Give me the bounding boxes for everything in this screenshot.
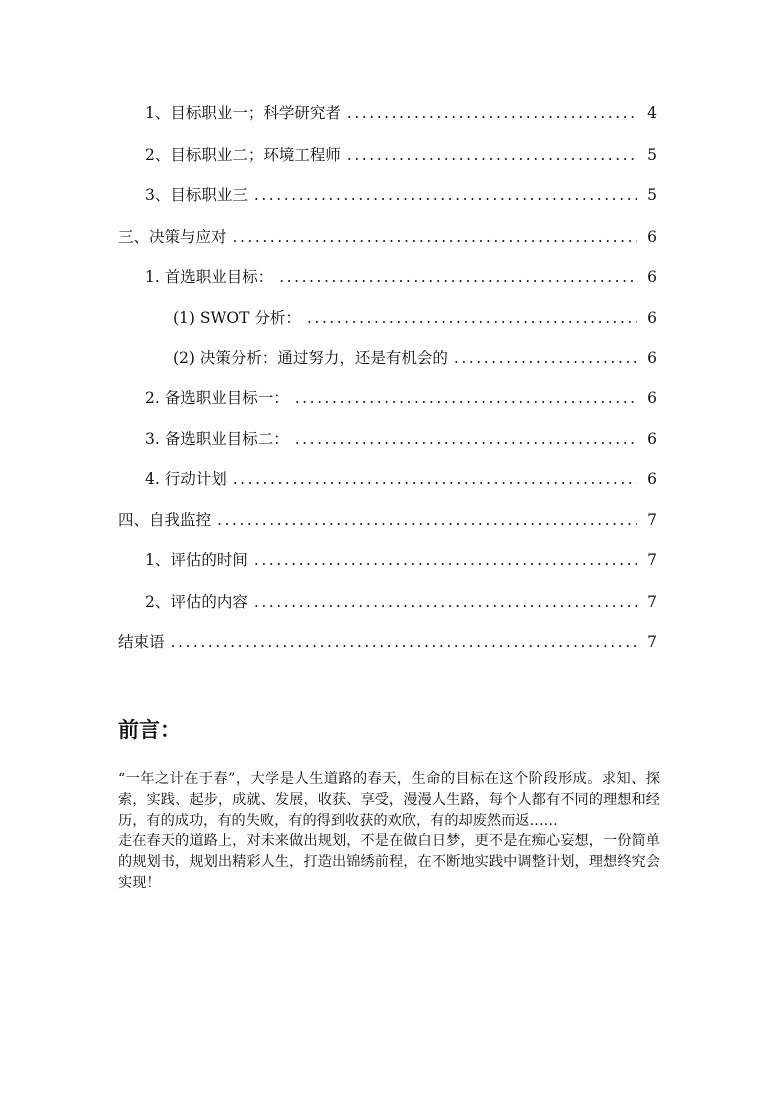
preface-paragraph: “一年之计在于春”，大学是人生道路的春天，生命的目标在这个阶段形成。求知、探索，实践、起步，成就、发展，收获、享受，漫漫人生路，每个人都有不同的理想和经历，有的成功，有的失败，有的得到收获的欢欣，有的却废然而返…… [118,771,660,829]
toc-page-number: 6 [647,268,657,286]
toc-entry-title: 结束语 [118,633,165,651]
toc-entry[interactable] [145,143,657,167]
toc-page-number: 4 [647,104,657,122]
toc-entry-title: 3. 备选职业目标二： [145,430,289,448]
toc-page-number: 7 [647,633,657,651]
toc-dot-leader [233,467,637,491]
toc-dot-leader [254,590,637,614]
toc-dot-leader [217,508,637,532]
toc-entry-title: 1、目标职业一；科学研究者 [145,104,341,122]
toc-page-number: 6 [647,228,657,246]
toc-entry[interactable] [145,590,657,614]
toc-entry-title: 1. 首选职业目标： [145,268,274,286]
preface-paragraph: 走在春天的道路上，对未来做出规划，不是在做白日梦，更不是在痴心妄想，一份简单的规划书，规划出精彩人生，打造出锦绣前程，在不断地实践中调整计划，理想终究会实现！ [118,833,660,891]
toc-entry-title: 4. 行动计划 [145,470,227,488]
toc-page-number: 6 [647,349,657,367]
toc-page-number: 7 [647,593,657,611]
toc-entry-title: (2) 决策分析：通过努力，还是有机会的 [173,349,448,367]
toc-entry-title: 2、评估的内容 [145,593,248,611]
toc-entry-title: (1) SWOT 分析： [173,309,301,327]
toc-entry[interactable] [118,225,657,249]
preface-heading: 前言： [118,718,181,742]
toc-entry[interactable] [118,508,657,532]
toc-page-number: 6 [647,430,657,448]
toc-entry[interactable] [145,467,657,491]
toc-entry[interactable] [173,306,657,330]
toc-entry-title: 3、目标职业三 [145,186,248,204]
toc-dot-leader [254,183,637,207]
toc-dot-leader [233,225,637,249]
toc-entry[interactable] [145,386,657,410]
toc-page-number: 7 [647,511,657,529]
toc-dot-leader [347,101,637,125]
toc-dot-leader [454,346,637,370]
toc-entry-title: 2. 备选职业目标一： [145,389,289,407]
toc-entry[interactable] [145,265,657,289]
toc-dot-leader [307,306,637,330]
toc-dot-leader [347,143,637,167]
toc-dot-leader [295,427,637,451]
toc-dot-leader [171,630,637,654]
toc-entry-title: 三、决策与应对 [118,228,227,246]
toc-page-number: 5 [647,146,657,164]
toc-dot-leader [279,265,637,289]
toc-entry[interactable] [173,346,657,370]
toc-dot-leader [254,548,637,572]
toc-page-number: 6 [647,309,657,327]
toc-entry[interactable] [145,427,657,451]
toc-entry[interactable] [145,101,657,125]
toc-page-number: 5 [647,186,657,204]
toc-page-number: 7 [647,551,657,569]
preface-body [118,769,660,894]
toc-entry[interactable] [145,548,657,572]
toc-entry-title: 2、目标职业二；环境工程师 [145,146,341,164]
toc-dot-leader [295,386,637,410]
toc-page-number: 6 [647,389,657,407]
toc-entry-title: 四、自我监控 [118,511,212,529]
toc-page-number: 6 [647,470,657,488]
toc-entry[interactable] [118,630,657,654]
toc-entry-title: 1、评估的时间 [145,551,248,569]
toc-entry[interactable] [145,183,657,207]
